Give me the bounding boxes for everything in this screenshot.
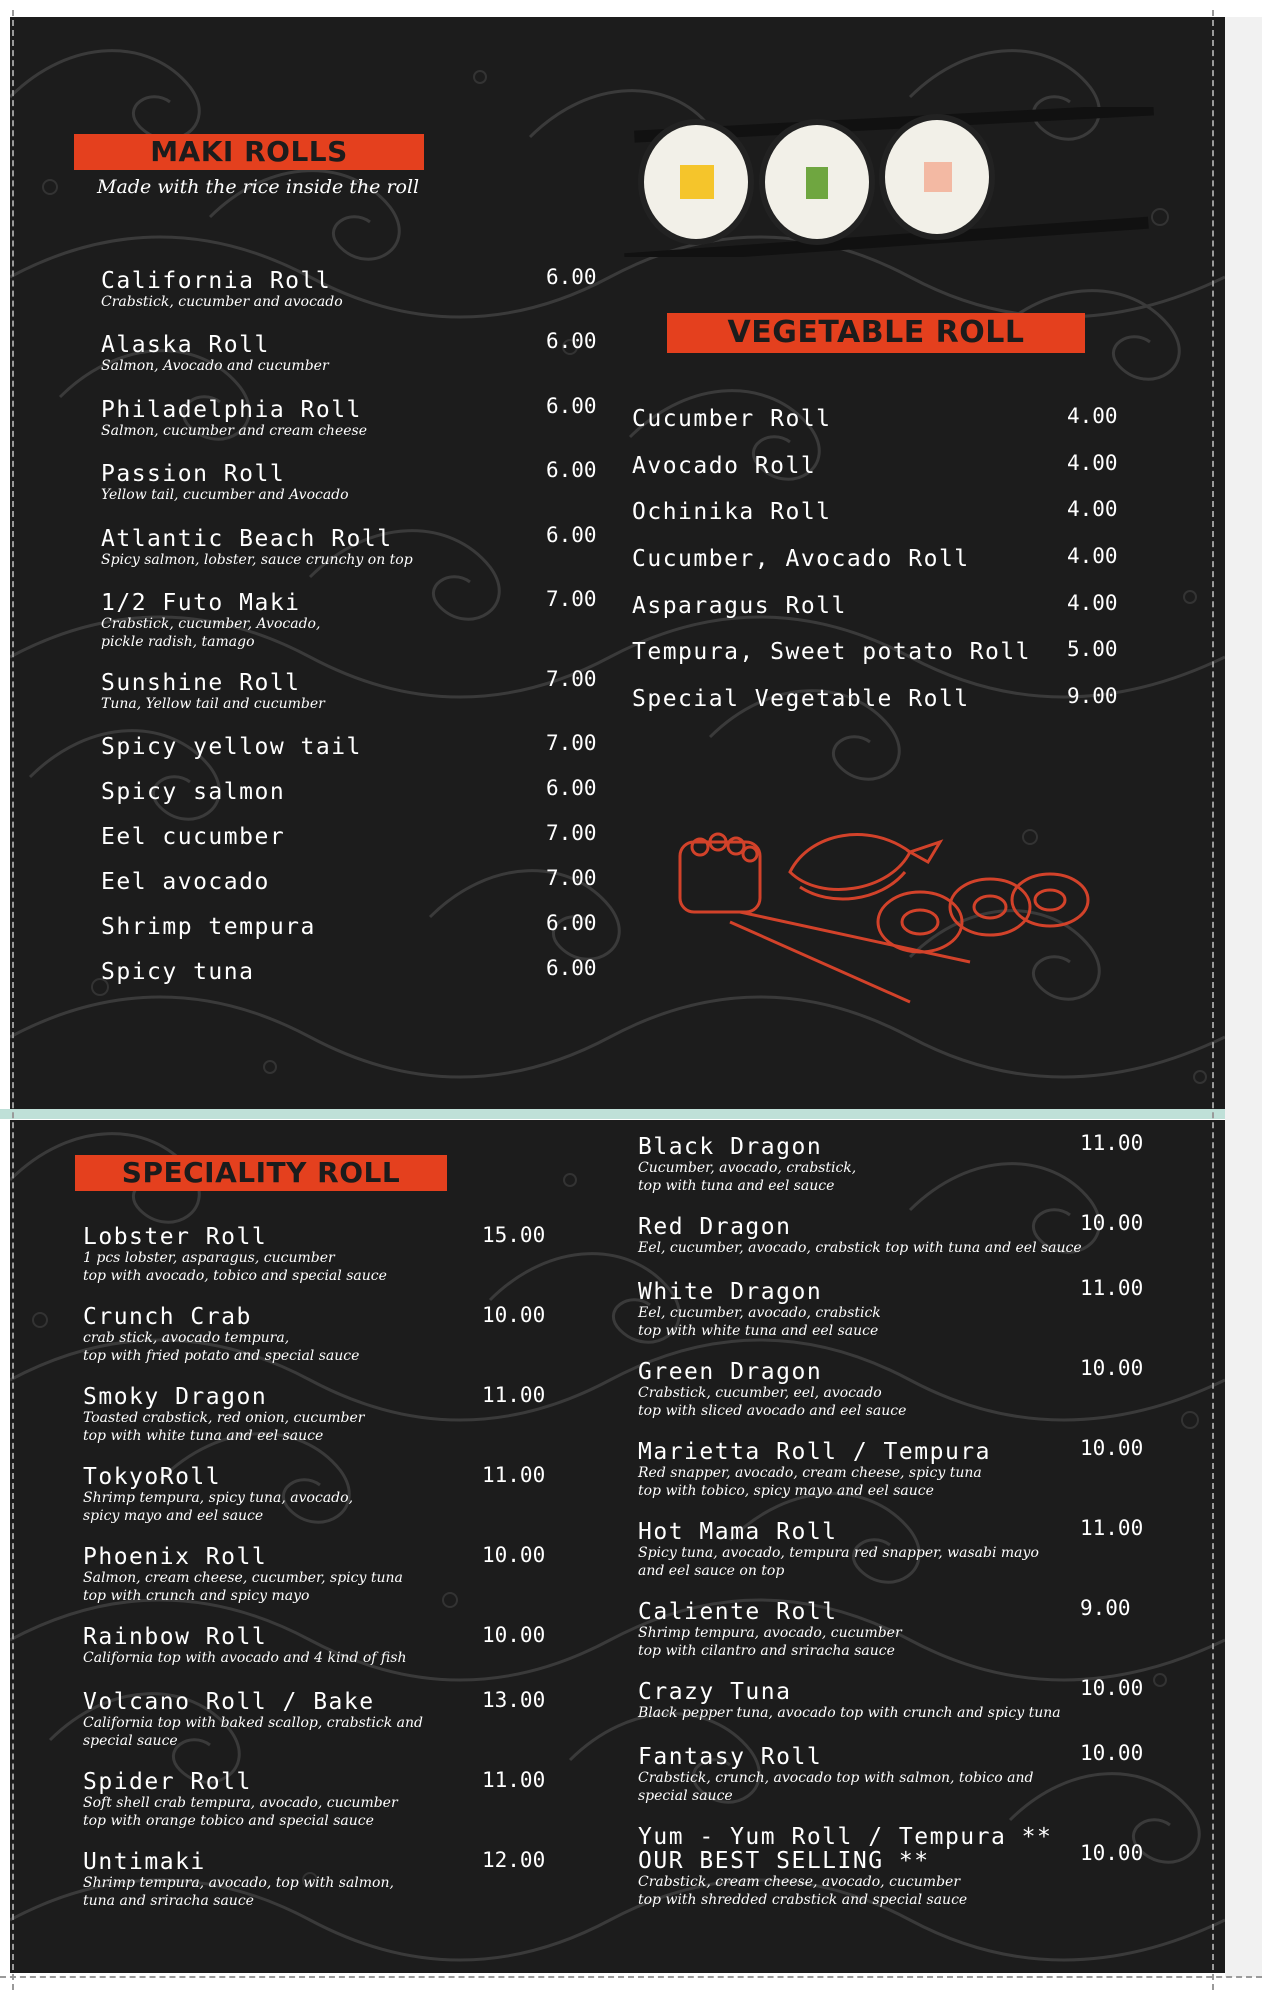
vegetable-roll-title: VEGETABLE ROLL bbox=[727, 315, 1025, 350]
menu-item-description: Eel, cucumber, avocado, crabstick top with tuna and eel sauce bbox=[638, 1240, 1082, 1256]
menu-item-name: Green Dragon bbox=[638, 1359, 823, 1385]
menu-item-price: 10.00 bbox=[1080, 1676, 1144, 1700]
menu-item-name: 1/2 Futo Maki bbox=[101, 590, 301, 616]
menu-item-description: Soft shell crab tempura, avocado, cucumber top with orange tobico and special sauce bbox=[83, 1795, 398, 1829]
vegetable-roll-banner bbox=[667, 313, 1085, 353]
menu-item-name: Red Dragon bbox=[638, 1214, 792, 1240]
menu-item-price: 6.00 bbox=[546, 523, 597, 547]
menu-item-name: Cucumber, Avocado Roll bbox=[632, 546, 970, 572]
menu-item-name: Lobster Roll bbox=[83, 1224, 268, 1250]
menu-item-price: 10.00 bbox=[1080, 1436, 1144, 1460]
menu-item-description: Tuna, Yellow tail and cucumber bbox=[101, 696, 325, 712]
menu-item-description: Eel, cucumber, avocado, crabstick top with white tuna and eel sauce bbox=[638, 1305, 881, 1339]
menu-item-description: Yellow tail, cucumber and Avocado bbox=[101, 487, 349, 503]
menu-item bbox=[101, 527, 413, 569]
menu-item bbox=[83, 1385, 364, 1445]
menu-item bbox=[101, 960, 254, 984]
menu-item bbox=[83, 1625, 406, 1667]
menu-item-name: California Roll bbox=[101, 268, 332, 294]
menu-item-price: 13.00 bbox=[482, 1688, 546, 1712]
menu-item-description: Shrimp tempura, avocado, cucumber top with cilantro and sriracha sauce bbox=[638, 1625, 902, 1659]
menu-item bbox=[83, 1225, 387, 1285]
maki-rolls-banner bbox=[74, 134, 424, 170]
menu-item-description: Shrimp tempura, spicy tuna, avocado, spicy mayo and eel sauce bbox=[83, 1490, 354, 1524]
menu-item-price: 10.00 bbox=[1080, 1211, 1144, 1235]
menu-item-name: Phoenix Roll bbox=[83, 1544, 268, 1570]
menu-item bbox=[638, 1135, 856, 1195]
menu-item-price: 7.00 bbox=[546, 866, 597, 890]
menu-item bbox=[638, 1520, 1039, 1580]
menu-item-name: Hot Mama Roll bbox=[638, 1519, 838, 1545]
menu-item-name: Crunch Crab bbox=[83, 1304, 252, 1330]
menu-page-top bbox=[10, 17, 1225, 1109]
menu-item-name: Spicy tuna bbox=[101, 959, 255, 985]
menu-item-price: 10.00 bbox=[1080, 1841, 1144, 1865]
menu-item bbox=[638, 1360, 906, 1420]
menu-item-price: 9.00 bbox=[1067, 684, 1118, 708]
menu-item-name: Sunshine Roll bbox=[101, 670, 301, 696]
menu-item-price: 7.00 bbox=[546, 731, 597, 755]
menu-item-name: Atlantic Beach Roll bbox=[101, 526, 393, 552]
menu-item-price: 6.00 bbox=[546, 329, 597, 353]
sushi-sketch-illustration bbox=[670, 812, 1110, 1012]
menu-item-name: Alaska Roll bbox=[101, 332, 270, 358]
menu-item-name: Crazy Tuna bbox=[638, 1679, 792, 1705]
menu-item bbox=[638, 1825, 1052, 1909]
menu-item-name: Marietta Roll / Tempura bbox=[638, 1439, 991, 1465]
menu-item bbox=[101, 780, 285, 804]
menu-item-price: 11.00 bbox=[1080, 1516, 1144, 1540]
menu-item-name: Philadelphia Roll bbox=[101, 397, 362, 423]
menu-item bbox=[83, 1690, 423, 1750]
menu-item-price: 6.00 bbox=[546, 458, 597, 482]
menu-item-price: 5.00 bbox=[1067, 637, 1118, 661]
menu-item-name: Smoky Dragon bbox=[83, 1384, 268, 1410]
menu-item-name: Volcano Roll / Bake bbox=[83, 1689, 375, 1715]
menu-item-name: Spicy salmon bbox=[101, 779, 286, 805]
menu-item-price: 11.00 bbox=[482, 1768, 546, 1792]
menu-item-price: 7.00 bbox=[546, 667, 597, 691]
menu-item-name: Special Vegetable Roll bbox=[632, 686, 970, 712]
menu-item-name: Avocado Roll bbox=[632, 453, 817, 479]
menu-item-name: Passion Roll bbox=[101, 461, 286, 487]
menu-item-price: 6.00 bbox=[546, 956, 597, 980]
menu-item-description: California top with baked scallop, crabstick and special sauce bbox=[83, 1715, 423, 1749]
menu-item bbox=[638, 1440, 991, 1500]
menu-item bbox=[83, 1850, 394, 1910]
menu-item-description: crab stick, avocado tempura, top with fried potato and special sauce bbox=[83, 1330, 360, 1364]
menu-item-description: Spicy salmon, lobster, sauce crunchy on top bbox=[101, 552, 413, 568]
menu-item-price: 10.00 bbox=[482, 1623, 546, 1647]
menu-item-price: 6.00 bbox=[546, 776, 597, 800]
page-separator bbox=[0, 1109, 1225, 1119]
menu-item bbox=[638, 1745, 1033, 1805]
menu-item bbox=[101, 333, 329, 375]
menu-item bbox=[638, 1680, 1061, 1722]
speciality-roll-banner bbox=[75, 1155, 447, 1191]
cut-guide-bottom bbox=[0, 1976, 1262, 1978]
menu-item-price: 11.00 bbox=[1080, 1276, 1144, 1300]
menu-item-price: 7.00 bbox=[546, 587, 597, 611]
menu-item-name: Eel avocado bbox=[101, 869, 270, 895]
menu-item-name: Asparagus Roll bbox=[632, 593, 847, 619]
maki-rolls-subtitle: Made with the rice inside the roll bbox=[97, 176, 420, 198]
menu-item-description: Black pepper tuna, avocado top with crunch and spicy tuna bbox=[638, 1705, 1061, 1721]
menu-item-price: 4.00 bbox=[1067, 497, 1118, 521]
menu-item-description: Crabstick, crunch, avocado top with salmon, tobico and special sauce bbox=[638, 1770, 1034, 1804]
menu-item-name: White Dragon bbox=[638, 1279, 823, 1305]
cut-guide-left bbox=[12, 10, 14, 1990]
menu-page-bottom bbox=[10, 1120, 1225, 1973]
menu-item-description: 1 pcs lobster, asparagus, cucumber top with avocado, tobico and special sauce bbox=[83, 1250, 387, 1284]
menu-item-price: 4.00 bbox=[1067, 451, 1118, 475]
menu-item-name: Fantasy Roll bbox=[638, 1744, 823, 1770]
menu-item-price: 9.00 bbox=[1080, 1596, 1131, 1620]
menu-item-name: Eel cucumber bbox=[101, 824, 286, 850]
page-margin-strip bbox=[1225, 17, 1262, 1977]
menu-item bbox=[101, 735, 362, 759]
menu-item-description: Salmon, cream cheese, cucumber, spicy tuna top with crunch and spicy mayo bbox=[83, 1570, 403, 1604]
menu-item bbox=[101, 269, 343, 311]
menu-item bbox=[101, 591, 320, 651]
menu-item bbox=[83, 1465, 353, 1525]
sushi-rolls-photo bbox=[624, 107, 1159, 257]
menu-item-description: Crabstick, cucumber and avocado bbox=[101, 294, 343, 310]
menu-item-price: 4.00 bbox=[1067, 404, 1118, 428]
menu-item-price: 11.00 bbox=[482, 1463, 546, 1487]
menu-item-description: Salmon, cucumber and cream cheese bbox=[101, 423, 367, 439]
menu-item-price: 12.00 bbox=[482, 1848, 546, 1872]
menu-item-name: Untimaki bbox=[83, 1849, 206, 1875]
menu-item-description: California top with avocado and 4 kind of fish bbox=[83, 1650, 407, 1666]
menu-item bbox=[638, 1600, 902, 1660]
menu-item-price: 6.00 bbox=[546, 394, 597, 418]
menu-item-description: Cucumber, avocado, crabstick, top with tuna and eel sauce bbox=[638, 1160, 857, 1194]
menu-item-description: Red snapper, avocado, cream cheese, spicy tuna top with tobico, spicy mayo and eel sauce bbox=[638, 1465, 982, 1499]
menu-item-name: Tempura, Sweet potato Roll bbox=[632, 639, 1032, 665]
menu-item bbox=[83, 1545, 403, 1605]
menu-item-name: Cucumber Roll bbox=[632, 406, 832, 432]
menu-item-price: 4.00 bbox=[1067, 591, 1118, 615]
menu-item-name: Spider Roll bbox=[83, 1769, 252, 1795]
speciality-roll-title: SPECIALITY ROLL bbox=[121, 1156, 401, 1189]
menu-item-price: 10.00 bbox=[482, 1543, 546, 1567]
menu-item-description: Toasted crabstick, red onion, cucumber top with white tuna and eel sauce bbox=[83, 1410, 365, 1444]
menu-item-name: Ochinika Roll bbox=[632, 499, 832, 525]
menu-item-description: Spicy tuna, avocado, tempura red snapper, wasabi mayo and eel sauce on top bbox=[638, 1545, 1039, 1579]
menu-item-price: 11.00 bbox=[482, 1383, 546, 1407]
menu-item bbox=[101, 462, 349, 504]
menu-item bbox=[101, 671, 325, 713]
menu-item-description: Shrimp tempura, avocado, top with salmon, tuna and sriracha sauce bbox=[83, 1875, 394, 1909]
menu-item-price: 7.00 bbox=[546, 821, 597, 845]
menu-item-name: Yum - Yum Roll / Tempura ** OUR BEST SELLING ** bbox=[638, 1824, 1053, 1874]
menu-item-description: Crabstick, cucumber, Avocado, pickle radish, tamago bbox=[101, 616, 321, 650]
menu-item-name: Rainbow Roll bbox=[83, 1624, 268, 1650]
menu-item-price: 10.00 bbox=[1080, 1356, 1144, 1380]
menu-item bbox=[83, 1305, 359, 1365]
menu-item-name: Shrimp tempura bbox=[101, 914, 316, 940]
menu-item-price: 6.00 bbox=[546, 265, 597, 289]
maki-rolls-title: MAKI ROLLS bbox=[150, 135, 348, 168]
menu-item-price: 6.00 bbox=[546, 911, 597, 935]
menu-item-price: 10.00 bbox=[482, 1303, 546, 1327]
menu-item-name: TokyoRoll bbox=[83, 1464, 222, 1490]
menu-item-price: 10.00 bbox=[1080, 1741, 1144, 1765]
menu-item bbox=[101, 825, 285, 849]
menu-item bbox=[101, 398, 367, 440]
menu-item-price: 15.00 bbox=[482, 1223, 546, 1247]
menu-item bbox=[83, 1770, 398, 1830]
menu-item-name: Black Dragon bbox=[638, 1134, 823, 1160]
menu-item bbox=[638, 1215, 1082, 1257]
menu-item-name: Spicy yellow tail bbox=[101, 734, 362, 760]
menu-item bbox=[101, 915, 316, 939]
menu-item-price: 11.00 bbox=[1080, 1131, 1144, 1155]
menu-item-description: Crabstick, cucumber, eel, avocado top with sliced avocado and eel sauce bbox=[638, 1385, 907, 1419]
menu-item bbox=[101, 870, 270, 894]
menu-item-description: Crabstick, cream cheese, avocado, cucumber top with shredded crabstick and special sauce bbox=[638, 1874, 968, 1908]
menu-item-description: Salmon, Avocado and cucumber bbox=[101, 358, 329, 374]
menu-item-price: 4.00 bbox=[1067, 544, 1118, 568]
cut-guide-right bbox=[1212, 10, 1214, 1990]
menu-item bbox=[638, 1280, 881, 1340]
menu-item-name: Caliente Roll bbox=[638, 1599, 838, 1625]
